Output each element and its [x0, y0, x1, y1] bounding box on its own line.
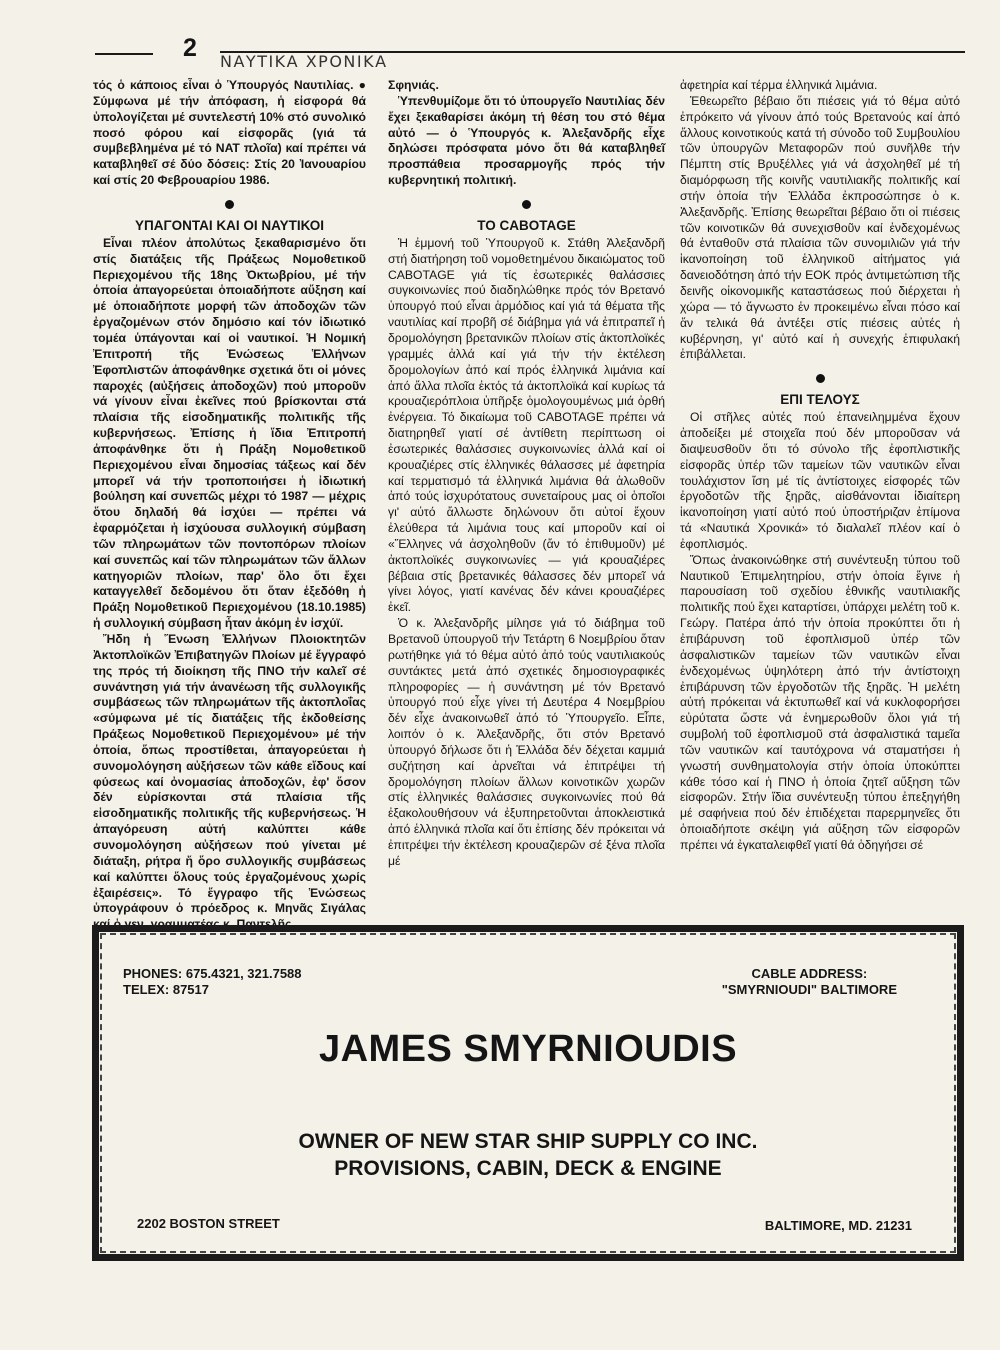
bullet-divider: [93, 197, 366, 213]
ad-cable-label: CABLE ADDRESS:: [751, 966, 868, 981]
column-3-intro: ἀφετηρία καί τέρμα ἑλληνικά λιμάνια.: [680, 78, 878, 92]
bullet-icon: [225, 200, 234, 209]
bullet-icon: [816, 374, 825, 383]
column-1: [93, 78, 366, 933]
column-3: [680, 78, 960, 854]
ad-owner-block: [99, 1128, 957, 1182]
ad-city: BALTIMORE, MD. 21231: [764, 1218, 912, 1233]
column-3-paragraph: Οἱ στῆλες αὐτές πού ἐπανειλημμένα ἔχουν ἀποδείξει μέ στοιχεῖα πού δέν μποροῦσαν νά διαψευσθοῦν ὅτι τό σύνολο τῆς ἐφοπλιστικῆς εἰσφορᾶς ὑπέρ τῶν ταμείων τῶν ναυτικῶν εἶναι τουλάχιστον ἴση μέ τίς ἀντίστοιχες εἰσφορές τῶν ἐργοδοτῶν τῆς ξηρᾶς, αἰσθάνονται ἰδιαίτερη ἱκανοποίηση γιατί αὐτό πού ὑποστήριζαν ἐπίμονα τά «Ναυτικά Χρονικά» τό διαλαλεῖ πλέον καί ὁ ἐφοπλισμός.: [680, 410, 960, 551]
page-number: 2: [183, 34, 197, 62]
column-3-paragraph: Ὅπως ἀνακοινώθηκε στή συνέντευξη τύπου τοῦ Ναυτικοῦ Ἐπιμελητηρίου, στήν ὁποία ἔγινε ἡ παρουσίαση τοῦ σχεδίου ἐθνικῆς ναυτιλιακῆς πολιτικῆς πού ἔχει καταρτίσει, ὑπάρχει μελέτη τοῦ κ. Γεώργ. Πατέρα ἀπό τήν ὁποία προκύπτει ὅτι ἡ ἐπιβάρυνση τοῦ ἐφοπλισμοῦ ὑπέρ τῶν ἀσφαλιστικῶν ταμείων τῶν ναυτικῶν εἶναι ἐνδεχομένως ὑψηλότερη ἀπό τήν ἀντίστοιχη ἐπιβάρυνση τῶν ἐργοδοτῶν τῆς ξηρᾶς. Ἡ μελέτη αὐτή πρόκειται νά ἐκτυπωθεῖ καί νά κυκλοφορήσει εὐρύτατα ὥστε νά ἐνημερωθοῦν ὅλοι γιά τή συμβολή τοῦ ἐφοπλισμοῦ στά ἀσφαλιστικά ταμεῖα τῶν ναυτικῶν καί ταυτόχρονα νά σταματήσει ἡ γνωστή συνθηματολογία στήν ὁποία ὑποκύπτει κάθε τόσο καί ἡ ΠΝΟ ἡ ὁποία ζητεῖ αὔξηση τῶν εἰσφορῶν. Στήν ἴδια συνέντευξη τύπου ἐπεξηγήθη μέ σαφήνεια πού δέν ἐπιδέχεται παρερμηνεῖες ὅτι ὁποιαδήποτε σκέψη γιά αὔξηση τῶν εἰσφορῶν πρέπει νά ἐγκαταλειφθεῖ γιατί θά ὁδηγήσει σέ: [680, 552, 960, 852]
column-2-bold-paragraph: Ὑπενθυμίζομε ὅτι τό ὑπουργεῖο Ναυτιλίας δέν ἔχει ξεκαθαρίσει ἀκόμη τή θέση του στό θέμα αὐτό — ὁ Ὑπουργός κ. Ἀλεξανδρῆς εἶχε δηλώσει πρόσφατα μόνο ὅτι θά καταβληθεῖ προσπάθεια προσαρμογῆς πρός τήν κυβερνητική πολιτική.: [388, 93, 665, 188]
ad-services-line: PROVISIONS, CABIN, DECK & ENGINE: [334, 1157, 722, 1180]
ad-contact: [123, 966, 302, 998]
ad-owner-line: OWNER OF NEW STAR SHIP SUPPLY CO INC.: [298, 1130, 758, 1153]
ad-company-name: JAMES SMYRNIOUDIS: [318, 1028, 738, 1070]
ad-cable: [722, 966, 897, 998]
header-rule-left: [95, 53, 153, 55]
publication-title: ΝΑΥΤΙΚΑ ΧΡΟΝΙΚΑ: [220, 52, 388, 71]
ad-cable-value: "SMYRNIOUDI" BALTIMORE: [721, 982, 897, 997]
bullet-divider: [680, 371, 960, 387]
column-2-paragraph: Ὁ κ. Ἀλεξανδρῆς μίλησε γιά τό διάβημα τοῦ Βρετανοῦ ὑπουργοῦ τήν Τετάρτη 6 Νοεμβρίου ὅταν ρωτήθηκε γιά τό θέμα αὐτό ἀπό τούς ναυτιλιακούς συντάκτες μετά ἀπό σχετικές δημοσιογραφικές πληροφορίες — ἡ συνάντηση μέ τόν Βρετανό ὑπουργό πού εἶχε γίνει τή Δευτέρα 4 Νοεμβρίου δέν εἶχε ἀνακοινωθεῖ ἀπό τό Ὑπουργεῖο. Εἶπε, λοιπόν ὁ κ. Ἀλεξανδρῆς, ὅτι στόν Βρετανό ὑπουργό δήλωσε ὅτι ἡ Ἑλλάδα δέν δέχεται καμμιά συζήτηση καί ἀρνεῖται νά ἐπιτρέψει τή δρομολόγηση πλοίων ἄλλων κοινοτικῶν χωρῶν στίς ἑλληνικές θαλάσσιες συγκοινωνίες πού θά ἐξακολουθήσουν νά ἐξυπηρετοῦνται ἀποκλειστικά ἀπό ἑλληνικά πλοῖα καί ὅτι ἐπίσης δέν πρόκειται νά ἐπιτρέψει τήν ἐκτέλεση κρουαζιερῶν σέ ξένα πλοῖα μέ: [388, 616, 665, 868]
column-2: [388, 78, 665, 870]
column-1-intro: τός ὁ κάποιος εἶναι ὁ Ὑπουργός Ναυτιλίας. ● Σύμφωνα μέ τήν ἀπόφαση, ἡ εἰσφορά θά ὑπολογίζεται μέ συντελεστή 10% στό συνολικό ποσό φόρου καί εἰσφορᾶς (γιά τά συμβεβλημένα μέ τό ΝΑΤ πλοῖα) καί πρέπει νά καταβληθεῖ σέ δύο δόσεις: Στίς 20 Ἰανουαρίου καί στίς 20 Φεβρουαρίου 1986.: [93, 78, 366, 188]
column-1-paragraph: Ἤδη ἡ Ἕνωση Ἑλλήνων Πλοιοκτητῶν Ἀκτοπλοϊκῶν Ἐπιβατηγῶν Πλοίων μέ ἔγγραφό της πρός τή διοίκηση τῆς ΠΝΟ τήν καλεῖ σέ συνάντηση γιά τήν ἀνανέωση τῆς συλλογικῆς συμβάσεως τῶν πληρωμάτων τῆς ἀκτοπλοΐας «σύμφωνα μέ τίς διατάξεις τῆς ἐκδοθείσης Πράξεως Νομοθετικοῦ Περιεχομένου» μέ τήν ὁποία, ὅπως προστίθεται, ἀπαγορεύεται ἡ συνομολόγηση αὐξήσεων τῶν κάθε εἴδους καί φύσεως καί ὀνομασίας ἀποδοχῶν, ἐφ' ὅσον δέν εὑρίσκονται στά πλαίσια τῆς εἰσοδηματικῆς πολιτικῆς τῆς κυβερνήσεως. Ἡ ἀπαγόρευση αὐτή καλύπτει κάθε συνομολόγηση αὐξήσεων πού γίνεται μέ διάταξη, ρήτρα ἤ ὅρο συλλογικῆς συμβάσεως καί καλύπτει ὅλους τούς ἐργαζομένους χωρίς ἐξαιρέσεις». Τό ἔγγραφο τῆς Ἑνώσεως ὑπογράφουν ὁ πρόεδρος κ. Μηνᾶς Σιγάλας: [93, 632, 366, 916]
column-3-paragraph: Ἐθεωρεῖτο βέβαιο ὅτι πιέσεις γιά τό θέμα αὐτό ἐπρόκειτο νά γίνουν ἀπό τούς Βρετανούς καί ἀπό ἄλλους κοινοτικούς κατά τή σύνοδο τοῦ Συμβουλίου τῶν ὑπουργῶν Μεταφορῶν πού συνῆλθε τήν Πέμπτη στίς Βρυξέλλες γιά νά ἀσχοληθεῖ μέ τή διαμόρφωση τῆς κοινῆς ναυτιλιακῆς πολιτικῆς καί στήν ὁποία τήν Ἑλλάδα ἐκπροσώπησε ὁ κ. Ἀλεξανδρῆς. Ἐπίσης θεωρεῖται βέβαιο ὅτι οἱ πιέσεις τῶν κοινοτικῶν θά συνεχισθοῦν καί ἐνδεχομένως θά ἐνταθοῦν στά πλαίσια τῶν συνομιλιῶν γιά τήν ἱκανοποίηση τοῦ ἑλληνικοῦ αἰτήματος γιά δανειοδότηση ἀπό τήν ΕΟΚ πρός ἀντιμετώπιση τῆς δεινῆς οἰκονομικῆς καταστάσεως πού διέρχεται ἡ χώρα — τό ἄγνωστο ἐν προκειμένω εἶναι πόσο καί ἄν τελικά θά ἀντέξει στίς πιέσεις αὐτές ἡ κυβέρνηση, γι' αὐτό καί ἡ συνεχής ἐπιφυλακή ἐπιβάλλεται.: [680, 93, 960, 362]
heading-ypagontai: ΥΠΑΓΟΝΤΑΙ ΚΑΙ ΟΙ ΝΑΥΤΙΚΟΙ: [134, 217, 325, 233]
bullet-icon: [522, 200, 531, 209]
column-1-paragraph: Εἶναι πλέον ἀπολύτως ξεκαθαρισμένο ὅτι στίς διατάξεις τῆς Πράξεως Νομοθετικοῦ Περιεχομένου τῆς 18ης Ὀκτωβρίου, μέ τήν ὁποία ἀπαγορεύεται ὁποιαδήποτε αὔξηση καί μέ ὁποιαδήποτε μορφή τῶν ἀποδοχῶν τῶν ἐργαζομένων στόν δημόσιο καί τόν ἰδιωτικό τομέα ὑπάγονται καί οἱ ναυτικοί. Ἡ Νομική Ἐπιτροπή τῆς Ἑνώσεως Ἑλλήνων Ἐφοπλιστῶν ἀποφάνθηκε σχετικά ὅτι οἱ μόνες παροχές (αὐξήσεις ἀποδοχῶν) πού μποροῦν νά γίνουν εἶναι ἐκεῖνες πού βρίσκονται στά πλαίσια τῆς εἰσοδηματικῆς πολιτικῆς τῆς κυβερνήσεως. Ἐπίσης ἡ ἴδια Ἐπιτροπή ἀποφάνθηκε ὅτι ἡ Πράξη Νομοθετικοῦ Περιεχομένου εἶναι δημοσίας τάξεως καί δέν μπορεῖ νά τήν τροποποιήσει ἡ ἰδιωτική βούληση καί συνεπῶς μέχρι τό 1987 — μέχρις ὅτου δηλαδή θά ἰσχύει — πρέπει νά ἐφαρμόζεται ἡ ἰσχύουσα συλλογική σύμβαση τῶν πληρωμάτων τῶν ποντοπόρων πλοίων καί συνεπῶς καί τῶν πληρωμάτων τῶν ἄλλων κατηγοριῶν πλοίων, παρ' ὅλο ὅτι ἔχει καταγγελθεῖ δεδομένου ὅτι ὅταν ἐξεδόθη ἡ Πράξη Νομοθετικοῦ Περιεχομένου (18.10.1985) ἡ συλλογική σύμβαση ἦταν ἀκόμη ἐν ἰσχύϊ.: [93, 235, 366, 631]
ad-telex: TELEX: 87517: [123, 982, 209, 997]
page-header: [95, 34, 965, 71]
bullet-divider: [388, 197, 665, 213]
column-2-intro: Σφηνιάς.: [388, 78, 439, 92]
ad-phones: PHONES: 675.4321, 321.7588: [123, 966, 302, 981]
column-2-paragraph: Ἡ ἐμμονή τοῦ Ὑπουργοῦ κ. Στάθη Ἀλεξανδρῆ στή διατήρηση τοῦ νομοθετημένου δικαιώματος τοῦ CABOTAGE γιά τίς ἐσωτερικές θαλάσσιες συγκοινωνίες πού διαδηλώθηκε πρός τόν Βρετανό ὑπουργό πού εἶναι ἁρμόδιος καί γιά τά θέματα τῆς ναυτιλίας καί προβῆ σέ διάβημα γιά νά ἐπιτραπεῖ ἡ δρομολόγηση βρετανικῶν πλοίων στίς ἀκτοπλοϊκές γραμμές ἀλλά καί γιά τήν τήν ἐκτέλεση δρομολογίων ἀπό καί πρός ἑλληνικά λιμάνια καί ἀπό ἄλλα πλοῖα ἐκτός τά ἀκτοπλοϊκά καί κυρίως τά κρουαζιερόπλοια ὑπῆρξε ὁμολογουμένως μιά ὀρθή ἐνέργεια. Τό δικαίωμα τοῦ CABOTAGE πρέπει νά διατηρηθεῖ γιατί σέ ἀντίθετη περίπτωση οἱ ἐσωτερικές θαλάσσιες συγκοινωνίες ἀλλά καί οἱ κρουαζιέρες στίς ἑλληνικές θάλασσες μέ ἀφετηρία καί τερματισμό τά ἑλληνικά λιμάνια θά ἁλωθοῦν ἀπό τούς ἰσχυρότατους συνεταίρους μας οἱ ὁποῖοι γι' αὐτό ἄλλωστε δηλώνουν ὅτι αὐτοί ἔχουν ἐλεύθερα τά λιμάνια τους καί μποροῦν καί οἱ «Ἕλληνες νά ἀσχοληθοῦν (ἄν τό ἐπιθυμοῦν) μέ ἀκτοπλοϊκές συγκοινωνίες — γιά κρουαζιέρες βέβαια στίς βρετανικές θάλασσες δέν μπορεῖ νά γίνει λόγος, γιατί κανένας δέν κάνει κρουαζιέρες ἐκεῖ.: [388, 235, 665, 615]
advertisement-box: [92, 925, 964, 1261]
ad-street: 2202 BOSTON STREET: [137, 1216, 280, 1231]
heading-cabotage: ΤΟ CABOTAGE: [477, 217, 576, 233]
heading-epi-telous: ΕΠΙ ΤΕΛΟΥΣ: [780, 392, 860, 408]
